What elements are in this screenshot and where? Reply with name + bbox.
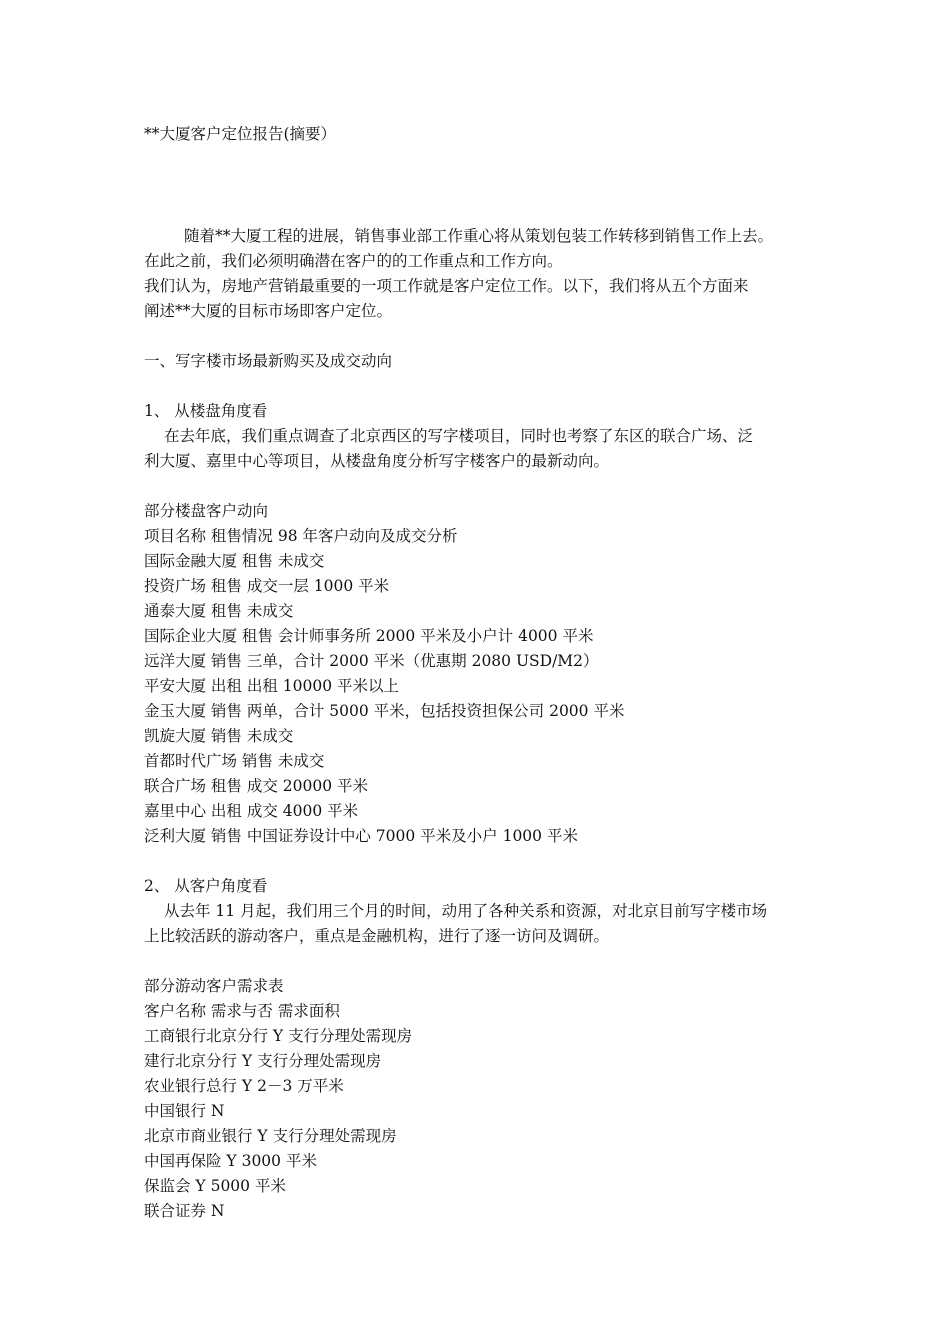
intro-line-4: 阐述**大厦的目标市场即客户定位。: [144, 302, 393, 320]
table-1-title: 部分楼盘客户动向: [144, 502, 269, 520]
table-2-row: 农业银行总行 Y 2－3 万平米: [144, 1077, 344, 1095]
subsection-2-para-line-1: 从去年 11 月起，我们用三个月的时间，动用了各种关系和资源，对北京目前写字楼市场: [164, 902, 768, 920]
table-1-row: 通泰大厦 租售 未成交: [144, 602, 294, 620]
table-1-row: 远洋大厦 销售 三单，合计 2000 平米（优惠期 2080 USD/M2）: [144, 652, 599, 670]
table-2-row: 联合证券 N: [144, 1202, 225, 1220]
table-2-row: 客户名称 需求与否 需求面积: [144, 1002, 340, 1020]
subsection-1-para-line-2: 利大厦、嘉里中心等项目，从楼盘角度分析写字楼客户的最新动向。: [144, 452, 610, 470]
table-2-row: 中国银行 N: [144, 1102, 225, 1120]
subsection-1-para-line-1: 在去年底，我们重点调查了北京西区的写字楼项目，同时也考察了东区的联合广场、泛: [164, 427, 754, 445]
table-1-row: 金玉大厦 销售 两单，合计 5000 平米，包括投资担保公司 2000 平米: [144, 702, 625, 720]
section-1-heading: 一、写字楼市场最新购买及成交动向: [144, 352, 393, 370]
intro-line-1: 随着**大厦工程的进展，销售事业部工作重心将从策划包装工作转移到销售工作上去。: [184, 227, 774, 245]
table-1-row: 首都时代广场 销售 未成交: [144, 752, 325, 770]
table-1-row: 嘉里中心 出租 成交 4000 平米: [144, 802, 359, 820]
table-2-row: 建行北京分行 Y 支行分理处需现房: [144, 1052, 382, 1070]
table-1-row: 凯旋大厦 销售 未成交: [144, 727, 294, 745]
intro-line-2: 在此之前，我们必须明确潜在客户的的工作重点和工作方向。: [144, 252, 563, 270]
table-2-row: 工商银行北京分行 Y 支行分理处需现房: [144, 1027, 413, 1045]
table-1-row: 泛利大厦 销售 中国证券设计中心 7000 平米及小户 1000 平米: [144, 827, 578, 845]
subsection-2-para-line-2: 上比较活跃的游动客户，重点是金融机构，进行了逐一访问及调研。: [144, 927, 610, 945]
table-2-row: 北京市商业银行 Y 支行分理处需现房: [144, 1127, 397, 1145]
table-1-row: 联合广场 租售 成交 20000 平米: [144, 777, 369, 795]
table-1-row: 国际企业大厦 租售 会计师事务所 2000 平米及小户计 4000 平米: [144, 627, 594, 645]
subsection-1-heading: 1、 从楼盘角度看: [144, 402, 268, 420]
document-title: **大厦客户定位报告(摘要）: [144, 125, 337, 143]
table-1-row: 平安大厦 出租 出租 10000 平米以上: [144, 677, 400, 695]
table-2-row: 保监会 Y 5000 平米: [144, 1177, 286, 1195]
table-2-title: 部分游动客户需求表: [144, 977, 284, 995]
subsection-2-heading: 2、 从客户角度看: [144, 877, 268, 895]
table-2-row: 中国再保险 Y 3000 平米: [144, 1152, 317, 1170]
table-1-row: 国际金融大厦 租售 未成交: [144, 552, 325, 570]
table-1-row: 投资广场 租售 成交一层 1000 平米: [144, 577, 390, 595]
table-1-row: 项目名称 租售情况 98 年客户动向及成交分析: [144, 527, 458, 545]
intro-line-3: 我们认为，房地产营销最重要的一项工作就是客户定位工作。以下，我们将从五个方面来: [144, 277, 749, 295]
